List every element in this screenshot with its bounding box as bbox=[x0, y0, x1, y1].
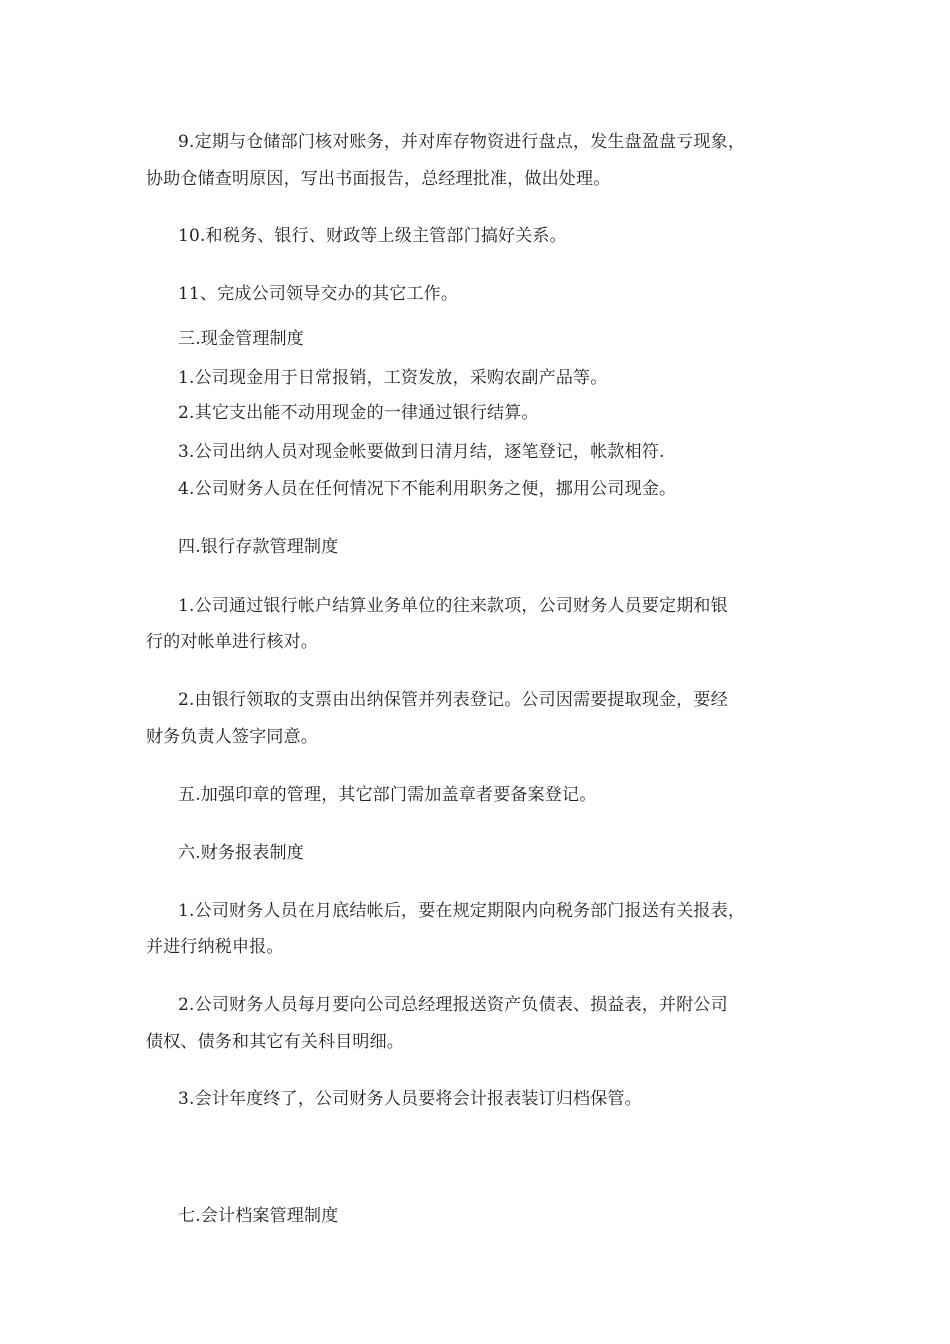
paragraph-line: 9.定期与仓储部门核对账务，并对库存物资进行盘点，发生盘盈盘亏现象， bbox=[178, 132, 746, 152]
paragraph-line: 2.其它支出能不动用现金的一律通过银行结算。 bbox=[178, 403, 539, 423]
paragraph-line: 2.由银行领取的支票由出纳保管并列表登记。公司因需要提取现金，要经 bbox=[178, 690, 728, 710]
section-heading: 四.银行存款管理制度 bbox=[178, 537, 339, 557]
paragraph-line: 3.公司出纳人员对现金帐要做到日清月结，逐笔登记，帐款相符. bbox=[178, 442, 665, 462]
section-heading: 六.财务报表制度 bbox=[178, 843, 305, 863]
paragraph-line: 债权、债务和其它有关科目明细。 bbox=[146, 1032, 404, 1052]
paragraph-line: 10.和税务、银行、财政等上级主管部门搞好关系。 bbox=[178, 226, 567, 246]
paragraph-line: 2.公司财务人员每月要向公司总经理报送资产负债表、损益表，并附公司 bbox=[178, 995, 728, 1015]
paragraph-line: 1.公司通过银行帐户结算业务单位的往来款项，公司财务人员要定期和银 bbox=[178, 596, 728, 616]
paragraph-line: 行的对帐单进行核对。 bbox=[146, 632, 318, 652]
paragraph-line: 协助仓储查明原因，写出书面报告，总经理批准，做出处理。 bbox=[146, 169, 611, 189]
paragraph-line: 11、完成公司领导交办的其它工作。 bbox=[178, 284, 459, 304]
paragraph-line: 并进行纳税申报。 bbox=[146, 937, 284, 957]
paragraph-line: 1.公司财务人员在月底结帐后，要在规定期限内向税务部门报送有关报表， bbox=[178, 901, 746, 921]
paragraph-line: 4.公司财务人员在任何情况下不能利用职务之便，挪用公司现金。 bbox=[178, 479, 677, 499]
paragraph-line: 1.公司现金用于日常报销，工资发放，采购农副产品等。 bbox=[178, 368, 608, 388]
paragraph-line: 3.会计年度终了，公司财务人员要将会计报表装订归档保管。 bbox=[178, 1089, 642, 1109]
section-heading: 三.现金管理制度 bbox=[178, 329, 305, 349]
paragraph-line: 财务负责人签字同意。 bbox=[146, 727, 318, 747]
section-heading: 五.加强印章的管理，其它部门需加盖章者要备案登记。 bbox=[178, 785, 597, 805]
section-heading: 七.会计档案管理制度 bbox=[178, 1206, 339, 1226]
